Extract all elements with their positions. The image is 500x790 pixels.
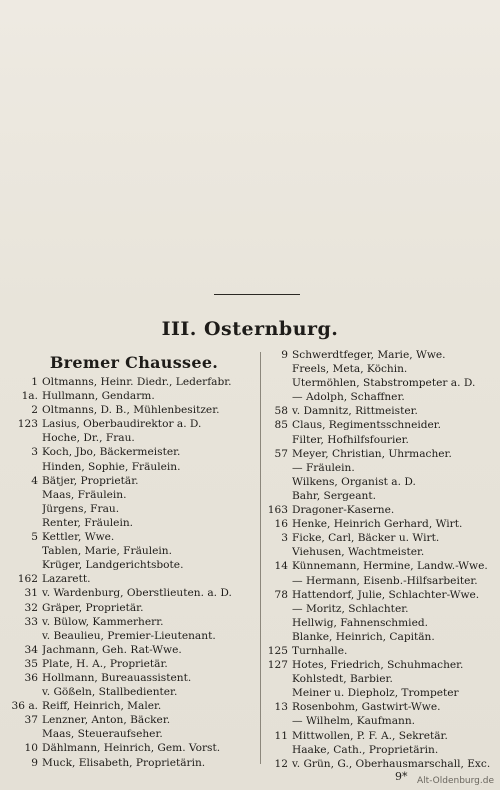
directory-entry bbox=[262, 644, 498, 658]
directory-entry bbox=[8, 741, 260, 755]
house-number bbox=[262, 672, 292, 686]
directory-entry bbox=[262, 531, 498, 545]
directory-entry bbox=[262, 390, 498, 404]
resident-text: Dragoner-Kaserne. bbox=[292, 504, 395, 517]
house-number bbox=[262, 630, 292, 644]
directory-entry bbox=[262, 503, 498, 517]
resident-text: Jachmann, Geh. Rat-Wwe. bbox=[42, 643, 182, 656]
right-column bbox=[262, 348, 498, 771]
directory-entry bbox=[8, 699, 260, 713]
resident-text: v. Bülow, Kammerherr. bbox=[42, 615, 164, 628]
resident-text: v. Beaulieu, Premier-Lieutenant. bbox=[42, 629, 216, 642]
house-number: 162 bbox=[17, 573, 38, 586]
house-number: 85 bbox=[274, 419, 288, 432]
house-number: 10 bbox=[24, 742, 38, 755]
directory-entry bbox=[262, 447, 498, 461]
directory-entry bbox=[262, 714, 498, 728]
house-number: 11 bbox=[274, 729, 288, 742]
house-number: 58 bbox=[274, 405, 288, 418]
resident-text: Utermöhlen, Stabstrompeter a. D. bbox=[292, 377, 476, 390]
directory-entry bbox=[8, 488, 260, 502]
directory-entry bbox=[8, 375, 260, 389]
resident-text: v. Wardenburg, Oberstlieuten. a. D. bbox=[42, 587, 232, 600]
resident-text: Hollmann, Bureauassistent. bbox=[42, 671, 192, 684]
directory-entry bbox=[8, 601, 260, 615]
right-entry-list bbox=[262, 348, 498, 771]
directory-entry bbox=[262, 602, 498, 616]
resident-text: Meyer, Christian, Uhrmacher. bbox=[292, 447, 452, 460]
directory-entry bbox=[8, 727, 260, 741]
directory-entry bbox=[8, 389, 260, 403]
house-number: 2 bbox=[31, 404, 38, 417]
resident-text: Hinden, Sophie, Fräulein. bbox=[42, 460, 181, 473]
resident-text: Oltmanns, Heinr. Diedr., Lederfabr. bbox=[42, 376, 232, 388]
resident-text: Turnhalle. bbox=[292, 644, 348, 657]
directory-entry bbox=[262, 545, 498, 559]
house-number: 33 bbox=[24, 615, 38, 628]
house-number bbox=[8, 629, 42, 643]
directory-entry bbox=[8, 685, 260, 699]
resident-text: Wilkens, Organist a. D. bbox=[292, 475, 416, 488]
resident-text: Koch, Jbo, Bäckermeister. bbox=[42, 446, 181, 459]
resident-text: Rosenbohm, Gastwirt-Wwe. bbox=[292, 701, 441, 714]
column-divider bbox=[260, 352, 261, 764]
house-number bbox=[262, 376, 292, 390]
house-number: 13 bbox=[274, 701, 288, 714]
house-number bbox=[262, 489, 292, 503]
resident-text: — Wilhelm, Kaufmann. bbox=[292, 715, 416, 728]
watermark: Alt-Oldenburg.de bbox=[416, 776, 494, 786]
directory-entry bbox=[8, 516, 260, 530]
house-number bbox=[8, 502, 42, 516]
resident-text: Hotes, Friedrich, Schuhmacher. bbox=[292, 659, 464, 672]
house-number bbox=[8, 685, 42, 699]
house-number: 3 bbox=[31, 446, 38, 459]
house-number: 32 bbox=[24, 601, 38, 614]
directory-entry bbox=[262, 700, 498, 714]
horizontal-rule bbox=[214, 294, 300, 295]
house-number bbox=[262, 686, 292, 700]
directory-entry bbox=[8, 629, 260, 643]
house-number: 36 bbox=[24, 671, 38, 684]
house-number: 35 bbox=[24, 657, 38, 670]
resident-text: Krüger, Landgerichtsbote. bbox=[42, 559, 184, 572]
resident-text: Lasius, Oberbaudirektor a. D. bbox=[42, 418, 202, 431]
house-number: 4 bbox=[31, 474, 38, 487]
directory-entry bbox=[262, 517, 498, 531]
directory-entry bbox=[8, 572, 260, 586]
directory-entry bbox=[262, 376, 498, 390]
house-number: 36 a. bbox=[11, 700, 38, 713]
resident-text: Meiner u. Diepholz, Trompeter bbox=[292, 687, 459, 700]
directory-entry bbox=[8, 502, 260, 516]
resident-text: Maas, Steueraufseher. bbox=[42, 728, 163, 741]
directory-entry bbox=[8, 530, 260, 544]
resident-text: Viehusen, Wachtmeister. bbox=[292, 546, 425, 559]
directory-entry bbox=[8, 615, 260, 629]
house-number: 37 bbox=[24, 714, 38, 727]
directory-entry bbox=[262, 559, 498, 573]
directory-entry bbox=[8, 756, 260, 770]
house-number bbox=[8, 431, 42, 445]
resident-text: — Adolph, Schaffner. bbox=[292, 391, 405, 404]
resident-text: Tablen, Marie, Fräulein. bbox=[42, 545, 172, 558]
directory-entry bbox=[262, 757, 498, 771]
house-number bbox=[262, 545, 292, 559]
resident-text: Dählmann, Heinrich, Gem. Vorst. bbox=[42, 742, 221, 755]
directory-entry bbox=[8, 431, 260, 445]
resident-text: — Moritz, Schlachter. bbox=[292, 602, 409, 615]
directory-entry bbox=[262, 475, 498, 489]
house-number: 125 bbox=[267, 644, 288, 657]
resident-text: Bahr, Sergeant. bbox=[292, 489, 376, 502]
section-title: III. Osternburg. bbox=[161, 318, 339, 340]
resident-text: Mittwollen, P. F. A., Sekretär. bbox=[292, 729, 448, 742]
resident-text: Kohlstedt, Barbier. bbox=[292, 673, 393, 686]
resident-text: Henke, Heinrich Gerhard, Wirt. bbox=[292, 518, 463, 531]
directory-entry bbox=[262, 672, 498, 686]
directory-entry bbox=[262, 362, 498, 376]
directory-entry bbox=[262, 588, 498, 602]
directory-entry bbox=[262, 630, 498, 644]
resident-text: Haake, Cath., Proprietärin. bbox=[292, 743, 439, 756]
resident-text: Künnemann, Hermine, Landw.-Wwe. bbox=[292, 560, 488, 573]
house-number: 16 bbox=[274, 518, 288, 531]
resident-text: Reiff, Heinrich, Maler. bbox=[42, 700, 162, 713]
resident-text: v. Damnitz, Rittmeister. bbox=[292, 405, 418, 418]
resident-text: Maas, Fräulein. bbox=[42, 488, 127, 501]
street-heading: Bremer Chaussee. bbox=[49, 353, 219, 372]
directory-entry bbox=[262, 489, 498, 503]
directory-entry bbox=[262, 729, 498, 743]
house-number: 31 bbox=[24, 587, 38, 600]
resident-text: Ficke, Carl, Bäcker u. Wirt. bbox=[292, 532, 440, 545]
house-number bbox=[262, 475, 292, 489]
resident-text: Bätjer, Proprietär. bbox=[42, 474, 139, 487]
page-number: 9* bbox=[395, 770, 408, 783]
resident-text: Hoche, Dr., Frau. bbox=[42, 432, 135, 445]
house-number bbox=[8, 558, 42, 572]
house-number: 9 bbox=[281, 349, 288, 361]
house-number: 163 bbox=[267, 504, 288, 517]
resident-text: Filter, Hofhilfsfourier. bbox=[292, 433, 409, 446]
resident-text: v. Gößeln, Stallbedienter. bbox=[42, 686, 178, 699]
house-number bbox=[262, 461, 292, 475]
resident-text: v. Grün, G., Oberhausmarschall, Exc. bbox=[292, 757, 491, 770]
house-number bbox=[262, 362, 292, 376]
resident-text: Jürgens, Frau. bbox=[42, 502, 120, 515]
house-number bbox=[8, 516, 42, 530]
house-number bbox=[8, 544, 42, 558]
resident-text: Lenzner, Anton, Bäcker. bbox=[42, 714, 171, 727]
house-number bbox=[262, 390, 292, 404]
directory-entry bbox=[262, 743, 498, 757]
house-number: 34 bbox=[24, 643, 38, 656]
directory-entry bbox=[262, 574, 498, 588]
directory-entry bbox=[8, 403, 260, 417]
directory-entry bbox=[8, 643, 260, 657]
left-column bbox=[8, 350, 260, 770]
directory-entry bbox=[8, 445, 260, 459]
house-number: 3 bbox=[281, 532, 288, 545]
house-number bbox=[262, 616, 292, 630]
directory-entry bbox=[8, 671, 260, 685]
directory-entry bbox=[8, 460, 260, 474]
house-number bbox=[8, 488, 42, 502]
house-number: 14 bbox=[274, 560, 288, 573]
resident-text: Renter, Fräulein. bbox=[42, 516, 134, 529]
directory-entry bbox=[262, 658, 498, 672]
house-number: 1a. bbox=[21, 390, 38, 403]
directory-entry bbox=[262, 348, 498, 362]
resident-text: — Fräulein. bbox=[292, 461, 355, 474]
house-number: 57 bbox=[274, 447, 288, 460]
resident-text: Plate, H. A., Proprietär. bbox=[42, 657, 168, 670]
directory-entry bbox=[8, 544, 260, 558]
house-number bbox=[262, 574, 292, 588]
resident-text: Blanke, Heinrich, Capitän. bbox=[292, 630, 435, 643]
house-number: 78 bbox=[274, 588, 288, 601]
directory-entry bbox=[262, 418, 498, 432]
resident-text: Hellwig, Fahnenschmied. bbox=[292, 616, 428, 629]
house-number bbox=[262, 714, 292, 728]
resident-text: Schwerdtfeger, Marie, Wwe. bbox=[292, 349, 446, 361]
directory-entry bbox=[8, 713, 260, 727]
house-number: 1 bbox=[31, 376, 38, 388]
directory-entry bbox=[8, 586, 260, 600]
house-number: 123 bbox=[17, 418, 38, 431]
directory-entry bbox=[262, 686, 498, 700]
directory-entry bbox=[8, 474, 260, 488]
house-number: 12 bbox=[274, 757, 288, 770]
resident-text: — Hermann, Eisenb.-Hilfsarbeiter. bbox=[292, 574, 478, 587]
house-number bbox=[262, 602, 292, 616]
resident-text: Hattendorf, Julie, Schlachter-Wwe. bbox=[292, 588, 480, 601]
resident-text: Muck, Elisabeth, Proprietärin. bbox=[42, 756, 206, 769]
directory-entry bbox=[262, 404, 498, 418]
directory-entry bbox=[262, 616, 498, 630]
house-number: 5 bbox=[31, 531, 38, 544]
directory-entry bbox=[262, 461, 498, 475]
resident-text: Freels, Meta, Köchin. bbox=[292, 363, 408, 376]
house-number: 9 bbox=[31, 756, 38, 769]
resident-text: Lazarett. bbox=[42, 573, 91, 586]
house-number bbox=[262, 433, 292, 447]
resident-text: Oltmanns, D. B., Mühlenbesitzer. bbox=[42, 404, 220, 417]
directory-entry bbox=[262, 433, 498, 447]
house-number bbox=[8, 727, 42, 741]
house-number bbox=[8, 460, 42, 474]
resident-text: Gräper, Proprietär. bbox=[42, 601, 144, 614]
resident-text: Hullmann, Gendarm. bbox=[42, 390, 155, 403]
directory-entry bbox=[8, 417, 260, 431]
directory-entry bbox=[8, 657, 260, 671]
left-entry-list bbox=[8, 375, 260, 770]
house-number bbox=[262, 743, 292, 757]
directory-entry bbox=[8, 558, 260, 572]
resident-text: Kettler, Wwe. bbox=[42, 531, 115, 544]
house-number: 127 bbox=[267, 659, 288, 672]
resident-text: Claus, Regimentsschneider. bbox=[292, 419, 442, 432]
